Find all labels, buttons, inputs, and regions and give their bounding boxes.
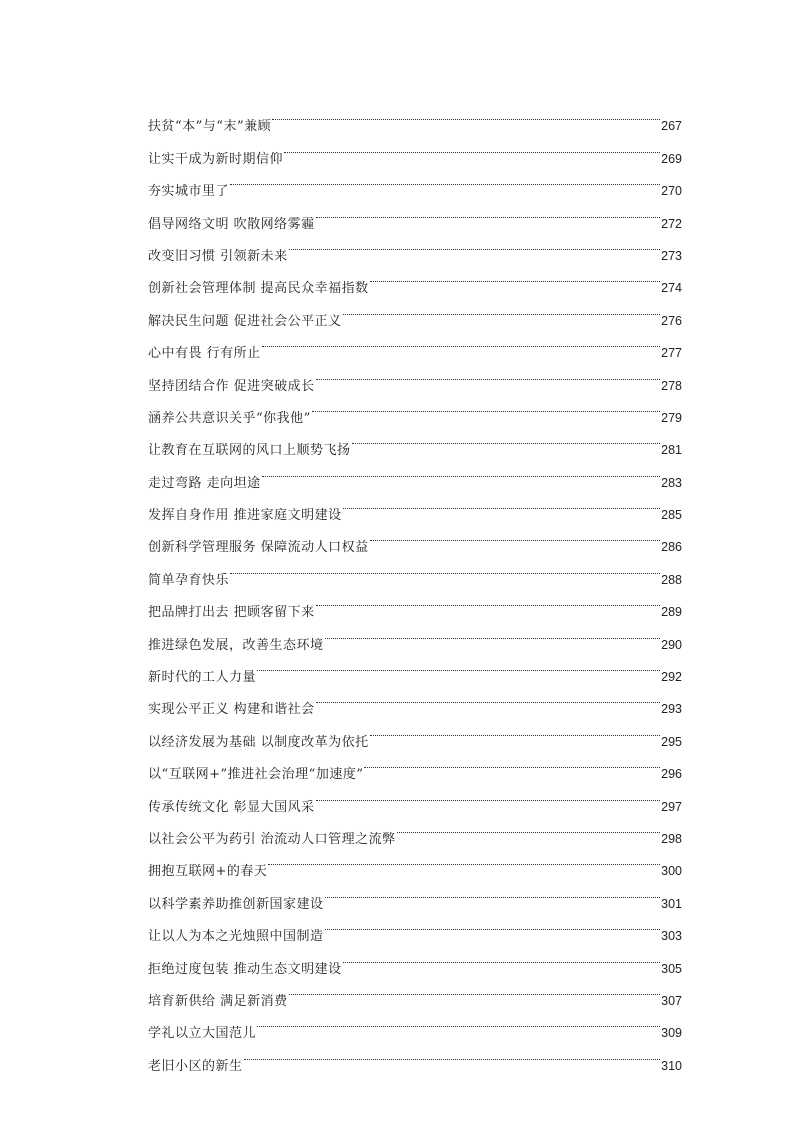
toc-entry-page-number: 277 xyxy=(661,346,682,361)
toc-entry-title: 实现公平正义 构建和谐社会 xyxy=(148,702,315,718)
toc-dot-leader xyxy=(316,195,661,227)
toc-entry-page-number: 298 xyxy=(661,831,682,846)
toc-entry-title: 以科学素养助推创新国家建设 xyxy=(148,896,324,912)
toc-dot-leader xyxy=(343,292,661,324)
toc-entry-title: 涵养公共意识关乎“你我他” xyxy=(148,410,311,426)
toc-dot-leader xyxy=(343,487,661,519)
toc-entry-title: 倡导网络文明 吹散网络雾霾 xyxy=(148,216,315,232)
toc-entry-page-number: 305 xyxy=(661,961,682,976)
toc-dot-leader xyxy=(272,98,660,130)
toc-dot-leader xyxy=(325,908,661,940)
toc-entry-page-number: 281 xyxy=(661,443,682,458)
toc-entry-page-number: 307 xyxy=(661,993,682,1008)
toc-entry-page-number: 288 xyxy=(661,572,682,587)
toc-entry-page-number: 270 xyxy=(661,184,682,199)
toc-entry-title: 培育新供给 满足新消费 xyxy=(148,993,288,1009)
toc-entry-page-number: 276 xyxy=(661,313,682,328)
toc-dot-leader xyxy=(343,940,661,972)
toc-entry-title: 把品牌打出去 把顾客留下来 xyxy=(148,605,315,621)
toc-entry-page-number: 296 xyxy=(661,767,682,782)
toc-dot-leader xyxy=(284,130,660,162)
toc-dot-leader xyxy=(257,649,660,681)
toc-dot-leader xyxy=(316,681,661,713)
toc-dot-leader xyxy=(316,357,661,389)
toc-entry-page-number: 295 xyxy=(661,734,682,749)
toc-dot-leader xyxy=(370,260,661,292)
toc-dot-leader xyxy=(325,875,661,907)
toc-entry-page-number: 289 xyxy=(661,605,682,620)
toc-dot-leader xyxy=(370,713,661,745)
toc-entry-title: 学礼以立大国范儿 xyxy=(148,1026,257,1042)
toc-dot-leader xyxy=(316,778,661,810)
toc-entry-title: 夯实城市里了 xyxy=(148,184,230,200)
toc-entry-page-number: 293 xyxy=(661,702,682,717)
toc-entry-page-number: 269 xyxy=(661,151,682,166)
toc-dot-leader xyxy=(230,551,660,583)
toc-entry-page-number: 300 xyxy=(661,864,682,879)
toc-dot-leader xyxy=(364,746,660,778)
toc-entry-page-number: 309 xyxy=(661,1026,682,1041)
toc-entry-title: 让教育在互联网的风口上顺势飞扬 xyxy=(148,443,351,459)
toc-entry-page-number: 274 xyxy=(661,281,682,296)
toc-dot-leader xyxy=(325,616,661,648)
toc-entry-title: 让以人为本之光烛照中国制造 xyxy=(148,929,324,945)
toc-entry-title: 创新科学管理服务 保障流动人口权益 xyxy=(148,540,369,556)
toc-dot-leader xyxy=(397,811,661,843)
toc-entry-page-number: 283 xyxy=(661,475,682,490)
toc-dot-leader xyxy=(257,1005,660,1037)
toc-entry-title: 新时代的工人力量 xyxy=(148,670,257,686)
toc-entry-title: 让实干成为新时期信仰 xyxy=(148,151,284,167)
toc-entry-title: 以经济发展为基础 以制度改革为依托 xyxy=(148,734,369,750)
toc-entry-title: 创新社会管理体制 提高民众幸福指数 xyxy=(148,281,369,297)
toc-entry-title: 简单孕育快乐 xyxy=(148,572,230,588)
toc-dot-leader xyxy=(312,390,660,422)
toc-entry-page-number: 279 xyxy=(661,410,682,425)
toc-entry-title: 以“互联网+”推进社会治理“加速度” xyxy=(148,767,364,783)
toc-entry-title: 坚持团结合作 促进突破成长 xyxy=(148,378,315,394)
toc-entry-page-number: 290 xyxy=(661,637,682,652)
toc-entry-title: 改变旧习惯 引领新未来 xyxy=(148,248,288,264)
toc-entry-title: 以社会公平为药引 治流动人口管理之流弊 xyxy=(148,831,396,847)
toc-entry-title: 扶贫“本”与“末”兼顾 xyxy=(148,119,272,135)
toc-entry-title: 拒绝过度包装 推动生态文明建设 xyxy=(148,961,342,977)
toc-dot-leader xyxy=(370,519,661,551)
toc-entry-page-number: 278 xyxy=(661,378,682,393)
toc-entry-title: 推进绿色发展，改善生态环境 xyxy=(148,637,324,653)
toc-entry-page-number: 301 xyxy=(661,896,682,911)
toc-entry-title: 拥抱互联网+的春天 xyxy=(148,864,268,880)
toc-entry-page-number: 273 xyxy=(661,248,682,263)
toc-dot-leader xyxy=(262,325,661,357)
toc-dot-leader xyxy=(316,584,661,616)
toc-entry-page-number: 267 xyxy=(661,119,682,134)
toc-dot-leader xyxy=(230,163,660,195)
toc-entry-page-number: 285 xyxy=(661,508,682,523)
toc-entry-page-number: 286 xyxy=(661,540,682,555)
toc-entry-title: 发挥自身作用 推进家庭文明建设 xyxy=(148,508,342,524)
toc-entry-title: 走过弯路 走向坦途 xyxy=(148,475,261,491)
toc-entry-title: 心中有畏 行有所止 xyxy=(148,346,261,362)
toc-dot-leader xyxy=(289,228,661,260)
toc-entry[interactable] xyxy=(148,98,682,135)
table-of-contents xyxy=(148,98,682,1074)
toc-dot-leader xyxy=(289,973,661,1005)
toc-dot-leader xyxy=(262,454,661,486)
toc-entry-page-number: 292 xyxy=(661,670,682,685)
toc-entry-page-number: 272 xyxy=(661,216,682,231)
toc-dot-leader xyxy=(268,843,660,875)
toc-entry-title: 解决民生问题 促进社会公平正义 xyxy=(148,313,342,329)
toc-entry-title: 老旧小区的新生 xyxy=(148,1058,243,1074)
toc-entry-title: 传承传统文化 彰显大国风采 xyxy=(148,799,315,815)
toc-dot-leader xyxy=(244,1037,661,1069)
toc-dot-leader xyxy=(352,422,661,454)
toc-entry-page-number: 297 xyxy=(661,799,682,814)
toc-entry-page-number: 303 xyxy=(661,929,682,944)
toc-entry-page-number: 310 xyxy=(661,1058,682,1073)
